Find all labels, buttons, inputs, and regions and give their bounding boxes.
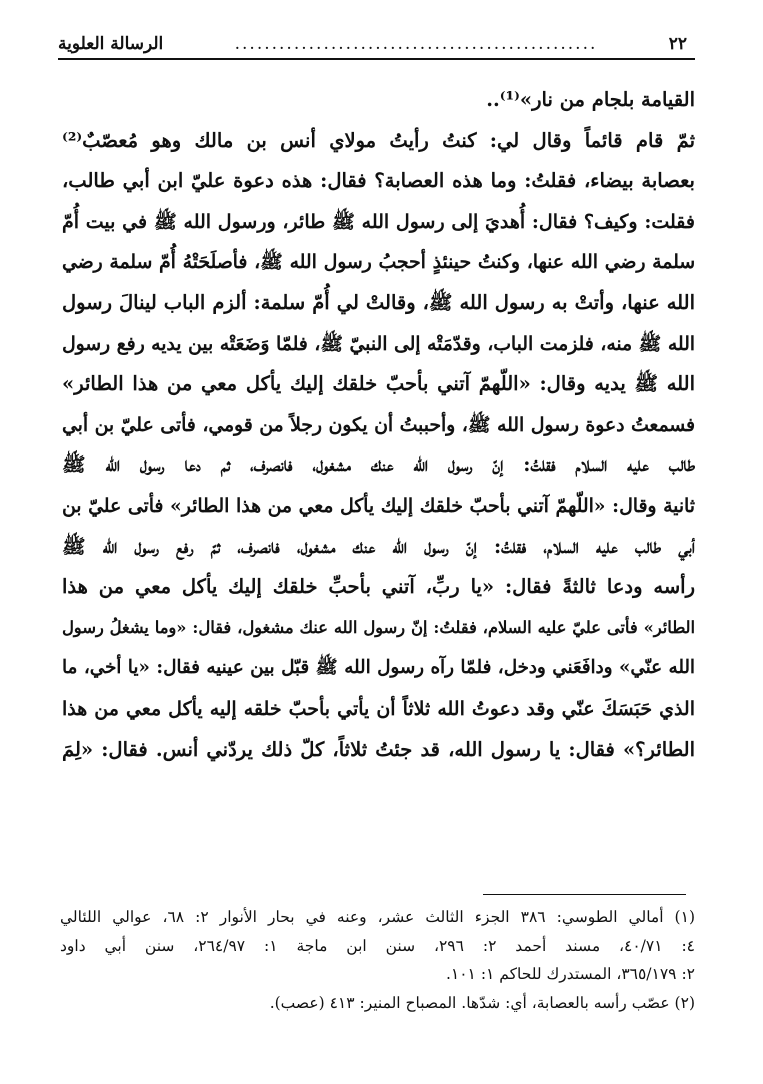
text-line: ثمّ قام قائماً وقال لي: كنتُ رأيتُ مولاي أنس بن مالك وهو مُعصّبٌ⁽²⁾ xyxy=(62,128,695,152)
text-line: الله عنّي» ودافَعَني ودخل، فلمّا رآه رسول الله ﷺ قبّل بين عينيه فقال: «يا أخي، ما xyxy=(62,657,695,679)
header-dot-leader: ................................................. xyxy=(234,34,598,54)
text-line: الله ﷺ منه، فلزمت الباب، وقدّمَتْه إلى النبيّ ﷺ، فلمّا وَضَعَتْه بين يديه رفع رسول xyxy=(62,332,695,355)
text-line: الطائر» فأتى عليّ عليه السلام، فقلتُ: إنّ رسول الله عنك مشغول، فقال: «وما يشغلُ رسول xyxy=(62,617,695,637)
text-line: القيامة بلجام من نار»⁽¹⁾.. xyxy=(486,88,695,111)
main-text xyxy=(62,80,695,770)
text-line: الطائر؟» فقال: يا رسول الله، قد جئتُ ثلاثاً، كلّ ذلك يردّني أنس. فقال: «لِمَ xyxy=(62,737,695,761)
footnotes xyxy=(60,903,695,1017)
page-number: ٢٢ xyxy=(668,34,687,54)
text-line: الله ﷺ يديه وقال: «اللّهمّ آتني بأحبّ خلقك إليك يأكل معي من هذا الطائر» xyxy=(62,372,695,396)
text-line: الله عنها، وأتتْ به رسول الله ﷺ، وقالتْ لي أُمّ سلمة: ألزم الباب لينالَ رسول xyxy=(62,290,695,314)
text-line: فقلت: وكيف؟ فقال: أُهديَ إلى رسول الله ﷺ طائر، ورسول الله ﷺ في بيت أُمّ xyxy=(62,210,695,233)
footnote-line: ٤: ٤٠/٧١، مسند أحمد ٢: ٢٩٦، سنن ابن ماجة ١: ٢٦٤/٩٧، سنن أبي داود xyxy=(60,936,695,955)
text-line: رأسه ودعا ثالثةً فقال: «يا ربِّ، آتني بأحبِّ خلقك إليك يأكل معي من هذا xyxy=(62,575,695,599)
text-line: ثانية وقال: «اللّهمّ آتني بأحبّ خلقك إليك يأكل معي من هذا الطائر» فأتى عليّ بن xyxy=(62,494,695,517)
footnote-separator xyxy=(483,894,686,895)
running-title: الرسالة العلوية xyxy=(58,34,164,54)
text-line: فسمعتُ دعوة رسول الله ﷺ، وأحببتُ أن يكون رجلاً من قومي، فأتى عليّ بن أبي xyxy=(62,413,695,436)
text-line: سلمة رضي الله عنها، وكنتُ حينئذٍ أحجبُ رسول الله ﷺ، فأصلَحَتْهُ أُمّ سلمة رضي xyxy=(62,251,695,274)
text-line: أبي طالب عليه السلام، فقلتُ: إنّ رسول الله عنك مشغول، فانصرف، ثمّ رفع رسول الله ﷺ xyxy=(62,534,695,558)
text-line: طالب عليه السلام فقلتُ: إنّ رسول الله عنك مشغول، فانصرف، ثم دعا رسول الله ﷺ xyxy=(62,453,695,477)
footnote-line: (٢) عصّب رأسه بالعصابة، أي: شدّها. المصباح المنير: ٤١٣ (عصب). xyxy=(269,993,695,1012)
header-rule xyxy=(58,58,695,60)
footnote-line: (١) أمالي الطوسي: ٣٨٦ الجزء الثالث عشر، وعنه في بحار الأنوار ٢: ٦٨، عوالي اللئالي xyxy=(60,908,695,926)
text-line: الذي حَبَسَكَ عنّي وقد دعوتُ الله ثلاثاً أن يأتي بأحبّ خلقه إليه يأكل معي من هذا xyxy=(62,697,695,720)
footnote-line: ٢: ٣٦٥/١٧٩، المستدرك للحاكم ١: ١٠١. xyxy=(445,965,695,983)
running-header xyxy=(58,30,687,54)
text-line: بعصابة بيضاء، فقلتُ: وما هذه العصابة؟ فقال: هذه دعوة عليّ ابن أبي طالب، xyxy=(62,169,695,193)
